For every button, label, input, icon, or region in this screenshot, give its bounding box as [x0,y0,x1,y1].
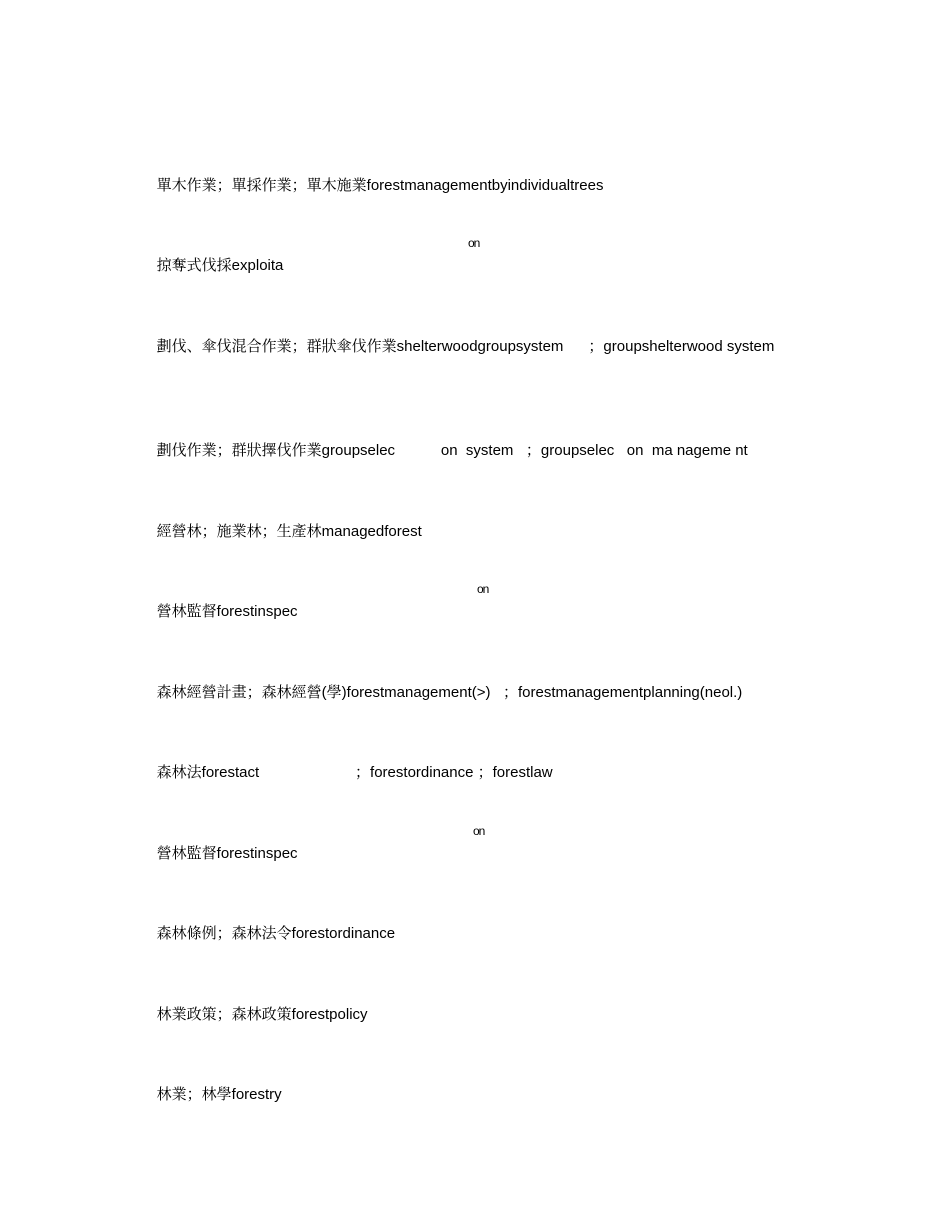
entry-text: 林業；林學forestry [156,1086,282,1103]
glossary-entry [140,416,800,485]
glossary-entry [140,312,800,381]
entry-text: 劃伐、傘伐混合作業；群狀傘伐作業shelterwoodgroupsystem ；groupshelterwood system [156,338,775,355]
entry-text: 經營林；施業林；生產林managedforest [156,523,422,540]
entry-text: 森林條例；森林法令forestordinance [156,925,396,942]
glossary-entry [140,151,800,220]
entry-fragment: on [468,236,480,250]
entry-text: 林業政策；森林政策forestpolicy [156,1006,368,1023]
entry-text: 營林監督forestinspec [156,603,298,620]
entry-text: 營林監督forestinspec [156,845,298,862]
glossary-entry [140,819,800,888]
entry-text: 森林經營計畫；森林經營(學)forestmanagement(>) ；forestmanagementplanning(neol.) [156,684,743,701]
entry-text: 掠奪式伐採exploita [156,257,284,274]
entry-fragment: on [477,582,489,596]
glossary-entry [140,980,800,1049]
entry-text: 單木作業；單採作業；單木施業forestmanagementbyindividualtrees [156,177,604,194]
glossary-entry [140,497,800,566]
entry-fragment: on [473,824,485,838]
glossary-entry [140,658,800,727]
glossary-entry [140,899,800,968]
glossary-entry [140,577,800,646]
glossary-entry [140,1060,800,1129]
entry-text: 森林法forestact ；forestordinance ；forestlaw [156,764,553,781]
glossary-entry [140,738,800,807]
entry-text: 劃伐作業；群狀擇伐作業groupselec on system ；groupselec on ma nageme nt [156,442,748,459]
